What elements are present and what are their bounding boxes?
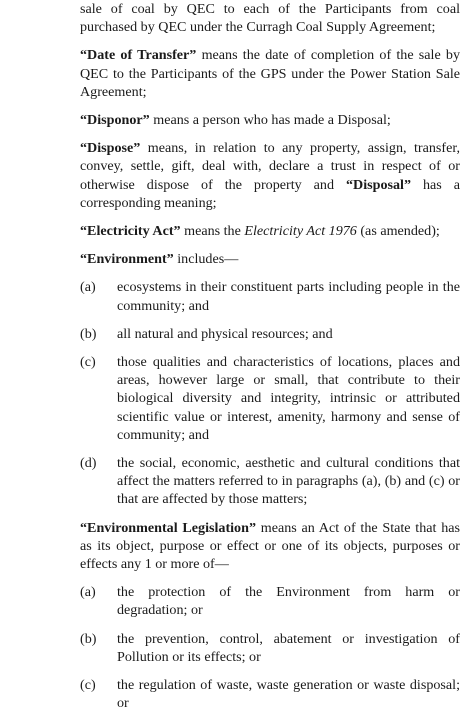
- defined-term: “Environmental Legislation”: [80, 519, 256, 536]
- list-item: [80, 676, 460, 712]
- definition-text: includes—: [173, 251, 239, 268]
- defined-term: “Dispose”: [80, 140, 141, 157]
- definition-environmental-legislation: [80, 519, 460, 574]
- list-item-text: the regulation of waste, waste generation or waste disposal; or: [117, 677, 460, 712]
- definition-text: means the: [180, 223, 245, 240]
- list-item-label: (a): [80, 584, 96, 601]
- definition-text: has a corresponding meaning;: [80, 176, 460, 211]
- list-item-label: (c): [80, 354, 96, 371]
- list-item-label: (b): [80, 630, 97, 647]
- document-page: [80, 0, 460, 723]
- list-item-text: those qualities and characteristics of locations, places and areas, however large or small, that contribute to their biological diversity and integrity, intrinsic or attributed scientific value or interest, amenity, harmony and sense of community; and: [117, 354, 460, 443]
- definition-text: (as amended);: [356, 223, 440, 240]
- definition-text: means an Act of the State that has as its object, purpose or effect or one of its objects, purposes or effects any 1 or more of—: [80, 519, 460, 573]
- list-item-text: the protection of the Environment from harm or degradation; or: [117, 584, 460, 619]
- list-item: [80, 278, 460, 314]
- definition-text: means the date of completion of the sale by QEC to the Participants of the GPS under the Power Station Sale Agreement;: [80, 47, 461, 100]
- act-title: Electricity Act 1976: [244, 223, 357, 240]
- list-item-label: (d): [80, 455, 97, 472]
- definition-text: means, in relation to any property, assign, transfer, convey, settle, gift, deal with, declare a trust in respect of or otherwise dispose of the property and: [80, 140, 460, 193]
- definition-text: means a person who has made a Disposal;: [149, 112, 391, 129]
- list-item-label: (b): [80, 325, 97, 342]
- list-item-text: the social, economic, aesthetic and cultural conditions that affect the matters referred to in paragraphs (a), (b) and (c) or that are affected by those matters;: [117, 455, 460, 508]
- list-item-label: (a): [80, 279, 96, 296]
- definition-electricity-act: [80, 222, 460, 240]
- definition-disponor: [80, 111, 460, 129]
- list-item: [80, 454, 460, 509]
- list-item-text: ecosystems in their constituent parts including people in the community; and: [117, 279, 460, 314]
- list-item-text: the prevention, control, abatement or investigation of Pollution or its effects; or: [117, 630, 460, 665]
- list-item: [80, 353, 460, 444]
- intro-tail-paragraph: sale of coal by QEC to each of the Participants from coal purchased by QEC under the Curragh Coal Supply Agreement;: [80, 1, 460, 36]
- list-item-label: (c): [80, 677, 96, 694]
- defined-term: “Disponor”: [80, 112, 150, 129]
- defined-term: “Disposal”: [345, 176, 411, 193]
- list-item: [80, 630, 460, 666]
- definition-dispose: [80, 139, 460, 212]
- definition-environment: [80, 250, 460, 268]
- defined-term: “Electricity Act”: [80, 223, 181, 240]
- definition-date-of-transfer: [80, 46, 460, 101]
- defined-term: “Date of Transfer”: [80, 47, 197, 64]
- list-item: [80, 583, 460, 619]
- list-item: [80, 325, 460, 343]
- list-item-text: all natural and physical resources; and: [117, 325, 333, 342]
- defined-term: “Environment”: [80, 251, 174, 268]
